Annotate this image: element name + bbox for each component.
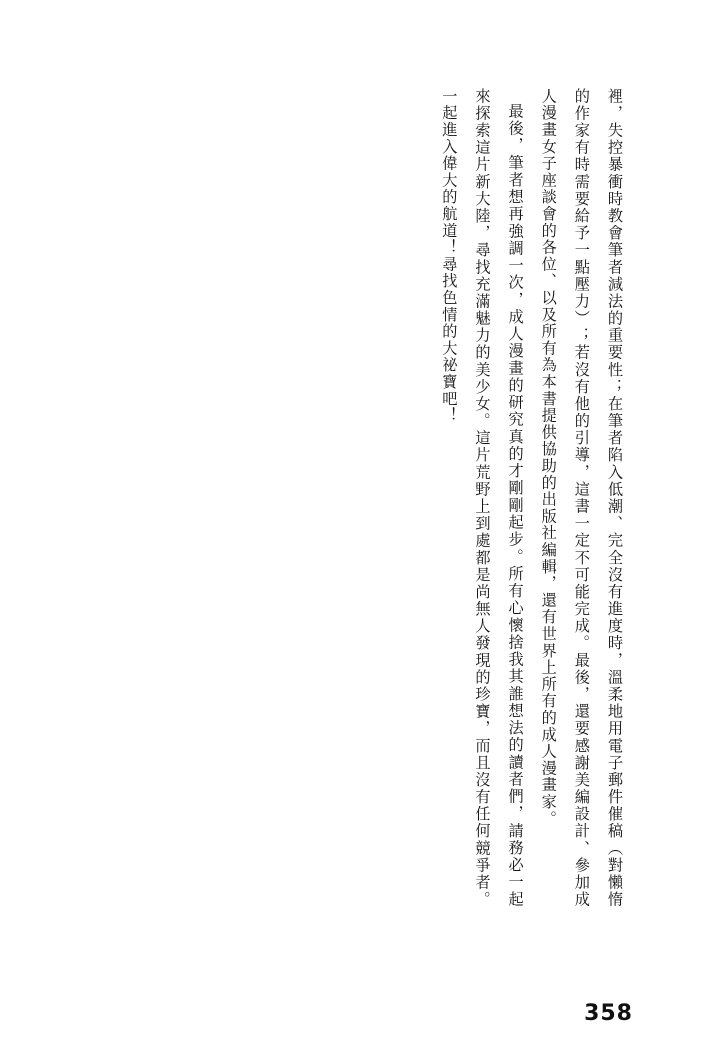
body-text-vertical [432,88,631,908]
page-number: 358 [584,1001,633,1026]
paragraph-2: 最後，筆者想再強調一次，成人漫畫的研究真的才剛剛起步。所有心懷捨我其誰想法的讀者們，請務必一起來探索這片新大陸，尋找充滿魅力的美少女。這片荒野上到處都是尚無人發現的珍寶，而且沒有任何競爭者。一起進入偉大的航道！尋找色情的大祕寶吧！ [440,88,525,908]
paragraph-1: 裡，失控暴衝時教會筆者減法的重要性；在筆者陷入低潮、完全沒有進度時，溫柔地用電子郵件催稿（對懶惰的作家有時需要給予一點壓力）；若沒有他的引導，這書一定不可能完成。最後，還要感謝美編設計、參加成人漫畫女子座談會的各位、以及所有為本書提供協助的出版社編輯，還有世界上所有的成人漫畫家。 [539,88,624,908]
